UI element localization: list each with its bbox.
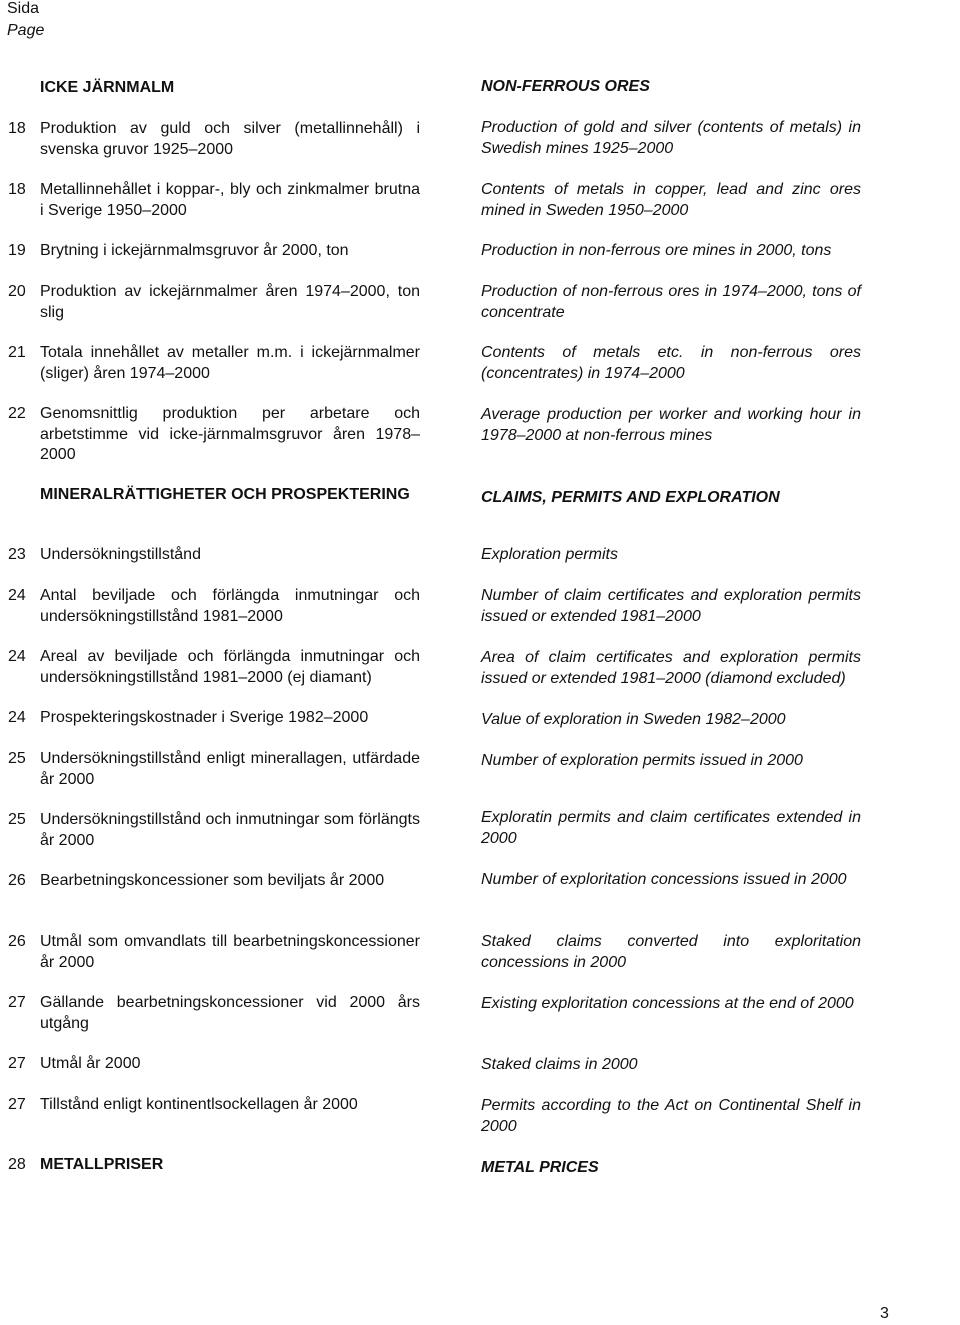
item-number: 23 [8, 546, 26, 563]
header-sv: Sida [7, 0, 40, 17]
item-text-en: Staked claims in 2000 [481, 1056, 638, 1073]
item-text-sv: Undersökningstillstånd [40, 546, 201, 563]
item-number: 24 [8, 709, 26, 726]
item-number: 21 [8, 344, 26, 361]
item-text-en: Permits according to the Act on Continental Shelf in 2000 [481, 1097, 861, 1135]
section-title-sv: MINERALRÄTTIGHETER OCH PROSPEKTERING [40, 486, 410, 503]
item-text-en: Contents of metals etc. in non-ferrous ores (concentrates) in 1974–2000 [481, 344, 861, 382]
item-text-sv: Genomsnittlig produktion per arbetare och arbetstimme vid icke-järnmalmsgruvor åren 1978–2000 [40, 405, 420, 463]
item-text-sv: Tillstånd enligt kontinentlsockellagen år 2000 [40, 1096, 358, 1113]
item-text-sv: Brytning i ickejärnmalmsgruvor år 2000, ton [40, 242, 349, 259]
item-number: 25 [8, 750, 26, 767]
item-number: 26 [8, 872, 26, 889]
item-text-en: Area of claim certificates and exploration permits issued or extended 1981–2000 (diamond excluded) [481, 649, 861, 687]
section-title-sv: ICKE JÄRNMALM [40, 79, 175, 96]
header-en: Page [7, 22, 45, 39]
item-text-sv: Areal av beviljade och förlängda inmutningar och undersökningstillstånd 1981–2000 (ej diamant) [40, 648, 420, 686]
item-text-sv: Produktion av guld och silver (metallinnehåll) i svenska gruvor 1925–2000 [40, 120, 420, 158]
item-number: 27 [8, 994, 26, 1011]
item-number: 27 [8, 1055, 26, 1072]
item-number: 25 [8, 811, 26, 828]
item-text-en: Existing exploritation concessions at the end of 2000 [481, 995, 854, 1012]
item-text-sv: Metallinnehållet i koppar-, bly och zinkmalmer brutna i Sverige 1950–2000 [40, 181, 420, 219]
page-number: 3 [880, 1305, 889, 1322]
item-number: 19 [8, 242, 26, 259]
item-text-sv: Antal beviljade och förlängda inmutningar och undersökningstillstånd 1981–2000 [40, 587, 420, 625]
section-title-en: NON-FERROUS ORES [481, 78, 650, 95]
item-number: 24 [8, 648, 26, 665]
item-number: 18 [8, 120, 26, 137]
item-text-sv: Prospekteringskostnader i Sverige 1982–2000 [40, 709, 369, 726]
item-text-sv: Utmål som omvandlats till bearbetningskoncessioner år 2000 [40, 933, 420, 971]
item-number: 24 [8, 587, 26, 604]
page-header-label [7, 0, 44, 42]
item-text-en: Number of exploritation concessions issued in 2000 [481, 871, 847, 888]
item-text-en: Contents of metals in copper, lead and zinc ores mined in Sweden 1950–2000 [481, 181, 861, 219]
item-text-sv: Totala innehållet av metaller m.m. i ickejärnmalmer (sliger) åren 1974–2000 [40, 344, 420, 382]
item-number: 28 [8, 1156, 26, 1173]
section-title-en: CLAIMS, PERMITS AND EXPLORATION [481, 489, 780, 506]
item-number: 27 [8, 1096, 26, 1113]
item-text-sv: Undersökningstillstånd enligt minerallagen, utfärdade år 2000 [40, 750, 420, 788]
item-text-sv: Gällande bearbetningskoncessioner vid 2000 års utgång [40, 994, 420, 1032]
item-text-en: Number of exploration permits issued in 2000 [481, 752, 803, 769]
item-number: 20 [8, 283, 26, 300]
item-text-sv: Bearbetningskoncessioner som beviljats år 2000 [40, 872, 385, 889]
item-text-sv: Produktion av ickejärnmalmer åren 1974–2000, ton slig [40, 283, 420, 321]
item-text-en: Average production per worker and working hour in 1978–2000 at non-ferrous mines [481, 406, 861, 444]
section-title-en: METAL PRICES [481, 1159, 599, 1176]
item-text-en: Exploration permits [481, 546, 618, 563]
item-text-en: Production in non-ferrous ore mines in 2000, tons [481, 242, 832, 259]
item-text-en: Exploratin permits and claim certificates extended in 2000 [481, 809, 861, 847]
item-number: 18 [8, 181, 26, 198]
item-text-en: Staked claims converted into exploritation concessions in 2000 [481, 933, 861, 971]
item-number: 22 [8, 405, 26, 422]
item-text-sv: Undersökningstillstånd och inmutningar som förlängts år 2000 [40, 811, 420, 849]
item-text-en: Value of exploration in Sweden 1982–2000 [481, 711, 786, 728]
section-title-sv: METALLPRISER [40, 1156, 164, 1173]
item-text-en: Production of gold and silver (contents of metals) in Swedish mines 1925–2000 [481, 119, 861, 157]
item-text-en: Number of claim certificates and exploration permits issued or extended 1981–2000 [481, 587, 861, 625]
item-text-sv: Utmål år 2000 [40, 1055, 141, 1072]
item-number: 26 [8, 933, 26, 950]
item-text-en: Production of non-ferrous ores in 1974–2000, tons of concentrate [481, 283, 861, 321]
